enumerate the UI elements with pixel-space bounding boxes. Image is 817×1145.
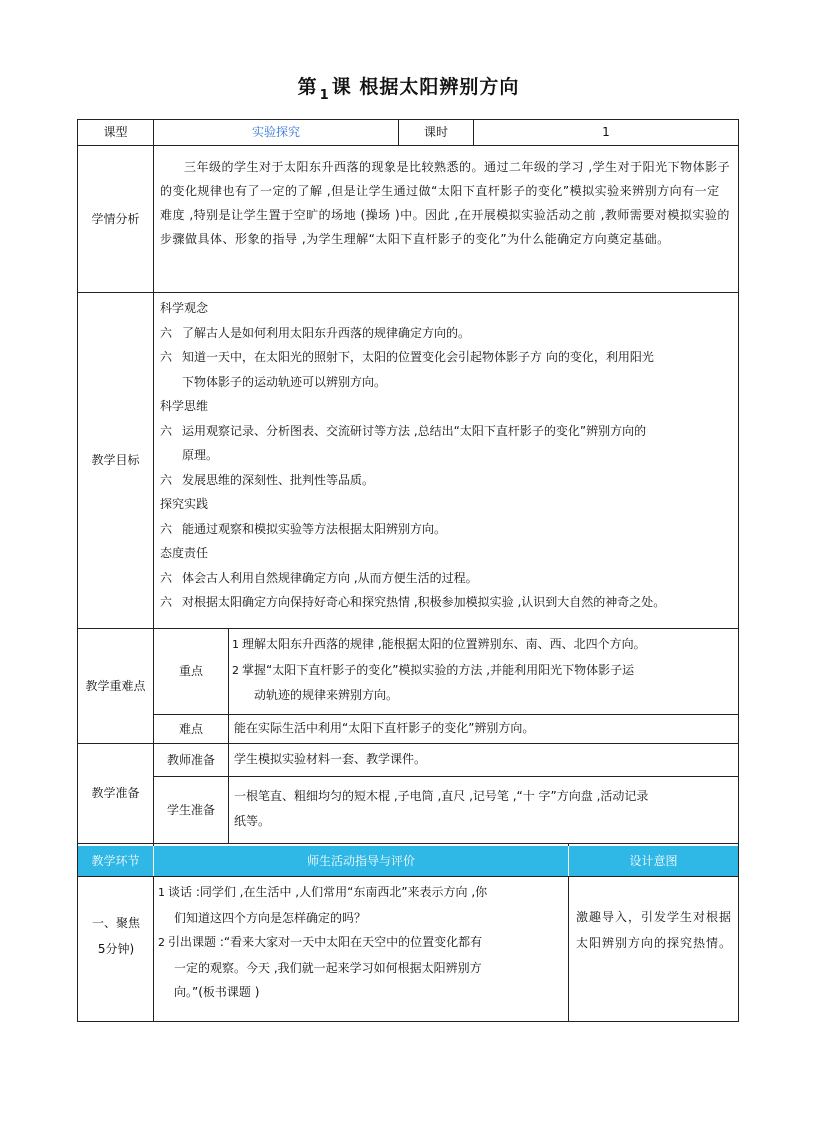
stage-cell <box>80 910 152 962</box>
student-prep-text: 一根笔直、粗细均匀的短木棍 ,子电筒 ,直尺 ,记号笔 ,“十 字”方向盘 ,活动记录 <box>234 789 649 803</box>
title-prefix: 第 <box>297 76 318 98</box>
student-prep-text-cont: 纸等。 <box>234 813 271 828</box>
prep-label: 教学准备 <box>91 786 140 801</box>
activity-item-cont: 一定的观察。今天 ,我们就一起来学习如何根据太阳辨别方 <box>174 960 482 975</box>
focus-item: 掌握“太阳下直杆影子的变化”模拟实验的方法 ,并能利用阳光下物体影子运 <box>242 662 635 677</box>
bullet-mark: 六 <box>160 570 173 585</box>
activity-item-cont: 们知道这四个方向是怎样确定的吗？ <box>174 910 367 925</box>
focus-item-cont: 动轨迹的规律来辨别方向。 <box>254 688 399 702</box>
goal-item-cont: 下物体影子的运动轨迹可以辨别方向。 <box>182 374 387 389</box>
student-prep-content <box>234 784 734 833</box>
lesson-type-value: 实验探究 <box>251 125 300 140</box>
title-suffix: 课 根据太阳辨别方向 <box>331 76 520 98</box>
list-number: 1 <box>158 886 165 899</box>
focus-content <box>232 632 736 708</box>
difficulty-text: 能在实际生活中利用“太阳下直杆影子的变化”辨别方向。 <box>234 721 535 735</box>
intent-text: 激趣导入，引发学生对根据太阳辨别方向的探究热情。 <box>576 910 733 950</box>
lesson-type-label: 课型 <box>103 125 128 140</box>
activity-item-cont: 向。”(板书课题 ) <box>174 985 260 999</box>
student-prep-label: 学生准备 <box>166 802 215 817</box>
bullet-mark: 六 <box>160 595 173 609</box>
activity-item: 谈话 :同学们 ,在生活中 ,人们常用“东南西北”来表示方向 ,你 <box>168 885 488 899</box>
activity-cell <box>158 880 564 1005</box>
process-col-activity: 师生活动指导与评价 <box>306 854 415 868</box>
process-col-intent: 设计意图 <box>629 854 678 868</box>
stage-duration: 5分钟) <box>97 942 135 956</box>
stage-name: 一、聚焦 <box>91 916 140 930</box>
class-hours-label: 课时 <box>423 125 448 140</box>
bullet-mark: 六 <box>160 350 173 364</box>
difficulty-label: 难点 <box>178 721 203 736</box>
analysis-text: 三年级的学生对于太阳东升西落的现象是比较熟悉的。通过二年级的学习 ,学生对于阳光下物体影子的变化规律也有了一定的了解 ,但是让学生通过做“太阳下直杆影子的变化”模拟实验来辨别方向有一定难度 ,特别是让学生置于空旷的场地 (操场 )中。因此 ,在开展模拟实验活动之前 ,教师需要对模拟实验的步骤做具体、形象的指导 ,为学生理解“太阳下直杆影子的变化”为什么能确定方向奠定基础。 <box>160 160 731 246</box>
teacher-prep-label: 教师准备 <box>166 752 215 767</box>
list-number: 2 <box>158 936 165 949</box>
goal-item: 对根据太阳确定方向保持好奇心和探究热情 ,积极参加模拟实验 ,认识到大自然的神奇之处。 <box>182 595 666 609</box>
bullet-mark: 六 <box>160 521 173 536</box>
page-title <box>0 72 817 103</box>
bullet-mark: 六 <box>160 472 173 487</box>
bullet-mark: 六 <box>160 423 173 438</box>
focus-item: 理解太阳东升西落的规律 ,能根据太阳的位置辨别东、南、西、北四个方向。 <box>242 637 646 651</box>
activity-item: 引出课题 :“看来大家对一天中太阳在天空中的位置变化都有 <box>168 935 483 949</box>
goal-item: 体会古人利用自然规律确定方向 ,从而方便生活的过程。 <box>182 570 478 585</box>
class-hours-value: 1 <box>602 125 610 140</box>
teacher-prep-text: 学生模拟实验材料一套、教学课件。 <box>234 752 427 766</box>
goal-section-title: 科学思维 <box>160 399 209 413</box>
focus-label: 重点 <box>178 664 203 679</box>
process-col-stage: 教学环节 <box>91 854 140 868</box>
bullet-mark: 六 <box>160 325 173 340</box>
list-number: 1 <box>232 638 239 651</box>
key-points-label: 教学重难点 <box>85 678 146 693</box>
analysis-label: 学情分析 <box>91 211 140 226</box>
goal-item: 发展思维的深刻性、批判性等品质。 <box>182 472 375 487</box>
goals-content <box>160 296 735 615</box>
goal-section-title: 科学观念 <box>160 301 209 315</box>
goal-item: 运用观察记录、分析图表、交流研讨等方法 ,总结出“太阳下直杆影子的变化”辨别方向的 <box>182 423 647 438</box>
lesson-number: 1 <box>319 88 330 103</box>
list-number: 2 <box>232 663 239 677</box>
goal-item-cont: 原理。 <box>182 448 219 462</box>
goal-item: 能通过观察和模拟实验等方法根据太阳辨别方向。 <box>182 521 447 536</box>
goals-label: 教学目标 <box>91 453 140 468</box>
goal-section-title: 探究实践 <box>160 497 209 511</box>
goal-item: 了解古人是如何利用太阳东升西落的规律确定方向的。 <box>182 325 471 340</box>
goal-section-title: 态度责任 <box>160 546 209 560</box>
goal-item: 知道一天中，在太阳光的照射下，太阳的位置变化会引起物体影子方 向的变化，利用阳光 <box>182 350 654 364</box>
